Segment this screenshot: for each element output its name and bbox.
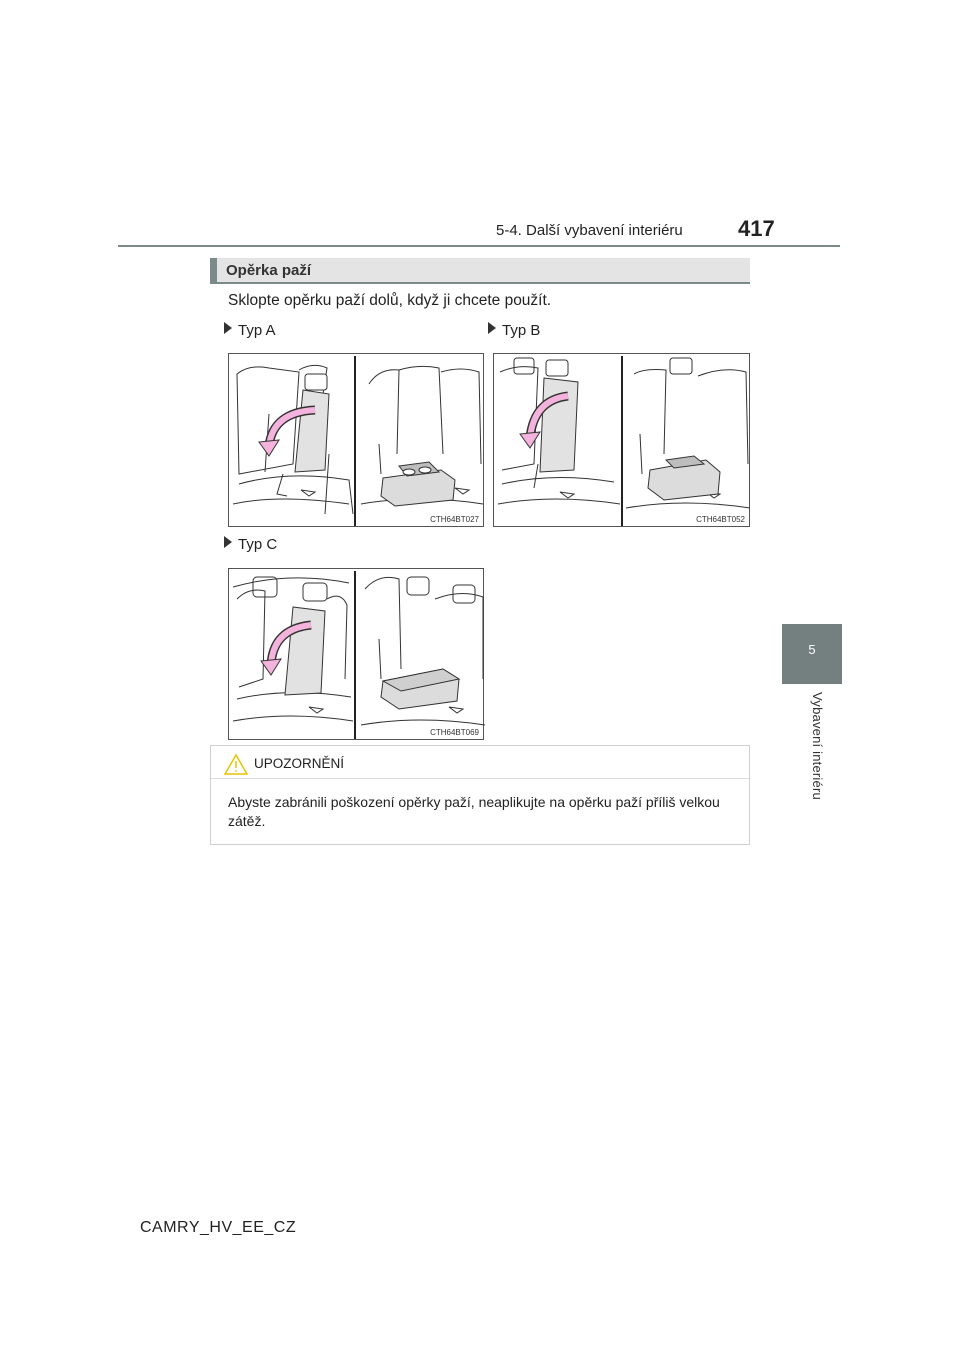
section-title: Opěrka paží (226, 262, 312, 279)
warning-title: UPOZORNĚNÍ (254, 756, 345, 771)
header-divider (118, 245, 840, 247)
type-b-label: Typ B (488, 322, 540, 339)
figure-type-a (228, 353, 484, 527)
armrest-illustration-a (229, 354, 485, 528)
footer-doc-code: CAMRY_HV_EE_CZ (140, 1219, 297, 1236)
type-a-label: Typ A (224, 322, 276, 339)
section-heading-accent (210, 258, 217, 284)
type-c-label: Typ C (224, 536, 277, 553)
warning-triangle-icon (224, 753, 248, 775)
figure-code: CTH64BT027 (430, 515, 479, 524)
figure-type-b (493, 353, 750, 527)
triangle-bullet-icon (488, 322, 496, 334)
armrest-illustration-b (494, 354, 751, 528)
chapter-title: Vybavení interiéru (810, 692, 825, 800)
warning-divider (211, 778, 749, 779)
page-number: 417 (738, 216, 775, 241)
intro-text: Sklopte opěrku paží dolů, když ji chcete použít. (228, 292, 552, 309)
triangle-bullet-icon (224, 536, 232, 548)
figure-code: CTH64BT052 (696, 515, 745, 524)
figure-type-c (228, 568, 484, 740)
figure-code: CTH64BT069 (430, 728, 479, 737)
warning-text: Abyste zabránili poškození opěrky paží, neaplikujte na opěrku paží příliš velkou zátěž. (228, 794, 720, 829)
header-section-title: 5-4. Další vybavení interiéru (496, 222, 683, 239)
triangle-bullet-icon (224, 322, 232, 334)
armrest-illustration-c (229, 569, 485, 741)
chapter-number: 5 (808, 642, 816, 657)
